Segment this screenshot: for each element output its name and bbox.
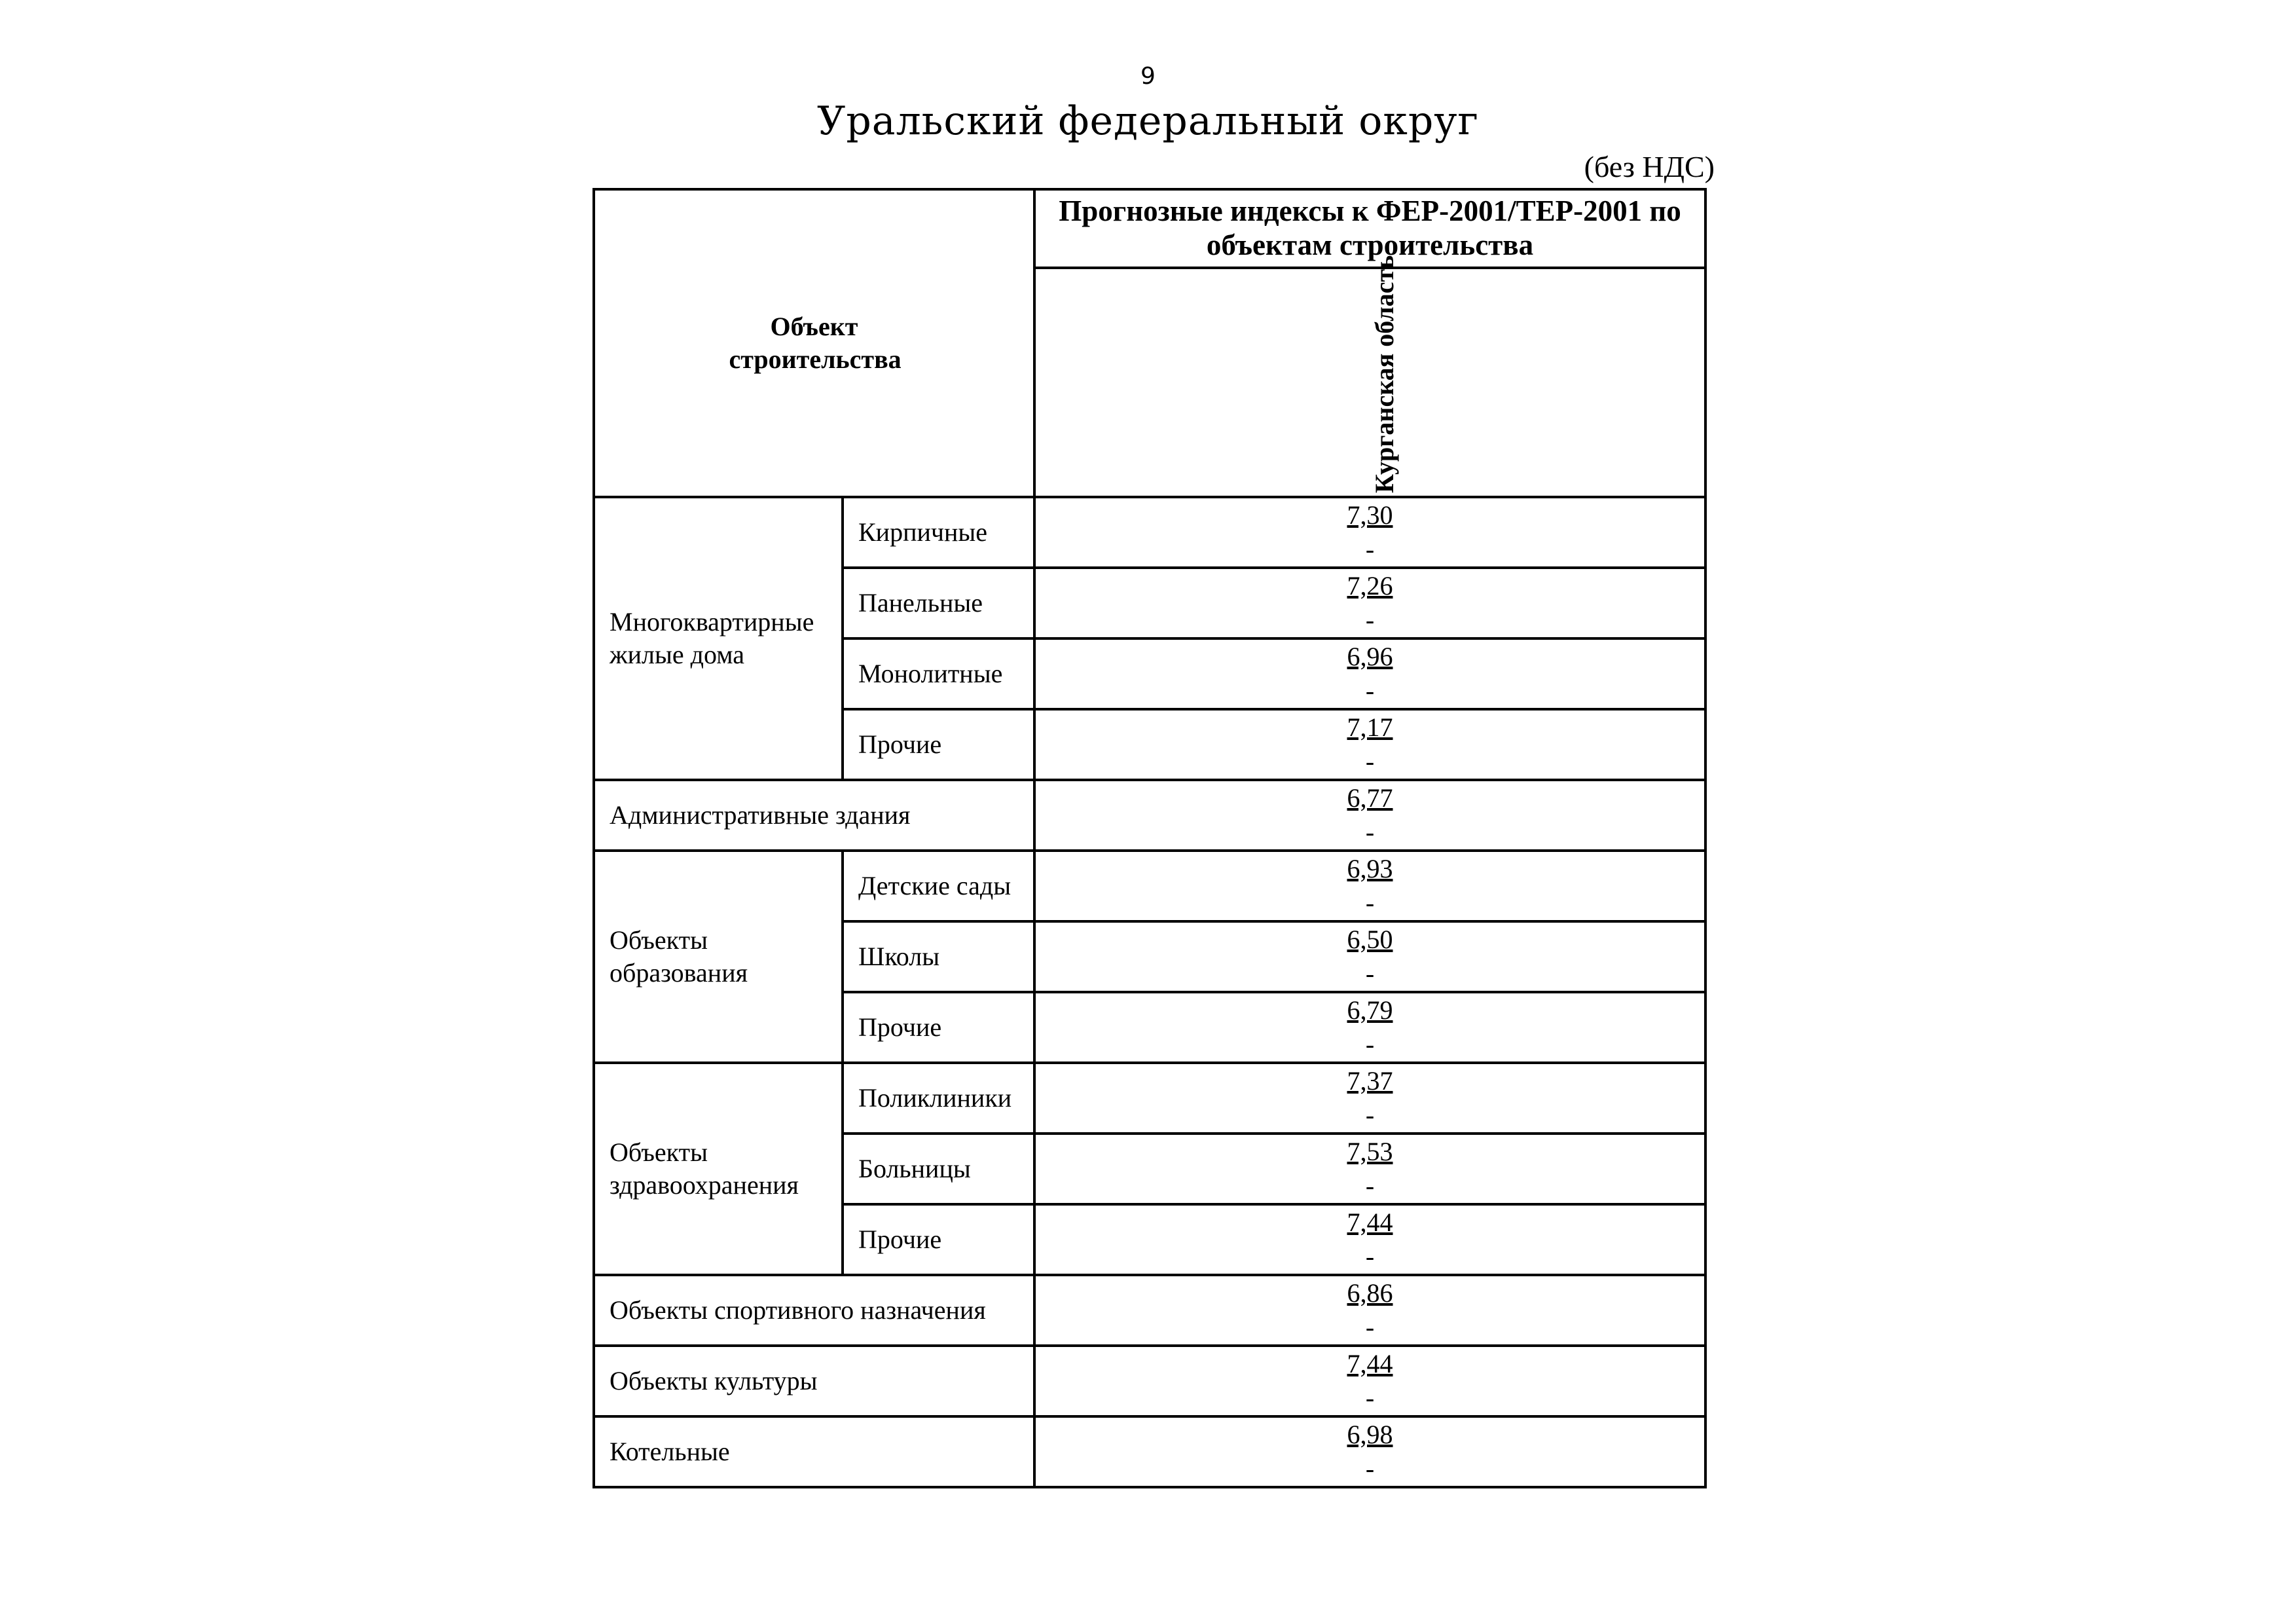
row-label-boilers: Котельные xyxy=(594,1416,1034,1487)
value-cell xyxy=(1034,1275,1705,1346)
value-cell xyxy=(1034,851,1705,921)
secondary-value: - xyxy=(1365,1383,1375,1412)
table-row xyxy=(594,851,1705,921)
secondary-value: - xyxy=(1365,676,1375,705)
row-label-administrative: Административные здания xyxy=(594,780,1034,851)
row-type: Прочие xyxy=(843,709,1034,780)
value-cell xyxy=(1034,497,1705,568)
index-value: 7,44 xyxy=(1347,1208,1393,1237)
table-row xyxy=(594,1346,1705,1416)
index-value: 6,96 xyxy=(1347,642,1393,671)
table-row xyxy=(594,1416,1705,1487)
row-label-culture: Объекты культуры xyxy=(594,1346,1034,1416)
secondary-value: - xyxy=(1365,817,1375,847)
index-value: 6,98 xyxy=(1347,1420,1393,1449)
row-type: Детские сады xyxy=(843,851,1034,921)
secondary-value: - xyxy=(1365,888,1375,917)
value-cell xyxy=(1034,1204,1705,1275)
page-number: 9 xyxy=(1140,63,1156,90)
value-cell xyxy=(1034,1134,1705,1204)
row-type: Прочие xyxy=(843,992,1034,1063)
value-cell xyxy=(1034,568,1705,638)
value-cell xyxy=(1034,1416,1705,1487)
secondary-value: - xyxy=(1365,1171,1375,1200)
row-type: Больницы xyxy=(843,1134,1034,1204)
secondary-value: - xyxy=(1365,1100,1375,1130)
header-object-text: Объект строительства xyxy=(729,312,902,374)
row-type: Монолитные xyxy=(843,638,1034,709)
secondary-value: - xyxy=(1365,959,1375,988)
index-value: 7,26 xyxy=(1347,571,1393,600)
group-label-residential: Многоквартирные жилые дома xyxy=(594,497,843,780)
index-value: 7,30 xyxy=(1347,500,1393,530)
index-value: 6,93 xyxy=(1347,854,1393,883)
row-label-sports: Объекты спортивного назначения xyxy=(594,1275,1034,1346)
value-cell xyxy=(1034,992,1705,1063)
secondary-value: - xyxy=(1365,1312,1375,1342)
table-row xyxy=(594,497,1705,568)
row-type: Панельные xyxy=(843,568,1034,638)
table-row xyxy=(594,1275,1705,1346)
table-row xyxy=(594,780,1705,851)
index-value: 7,53 xyxy=(1347,1137,1393,1166)
value-cell xyxy=(1034,1063,1705,1134)
header-forecast: Прогнозные индексы к ФЕР-2001/ТЕР-2001 по объектам строительства xyxy=(1034,189,1705,268)
group-label-healthcare: Объекты здравоохранения xyxy=(594,1063,843,1275)
group-label-education: Объекты образования xyxy=(594,851,843,1063)
page-title: Уральский федеральный округ xyxy=(817,98,1479,144)
secondary-value: - xyxy=(1365,605,1375,635)
index-value: 6,77 xyxy=(1347,783,1393,813)
value-cell xyxy=(1034,780,1705,851)
row-type: Поликлиники xyxy=(843,1063,1034,1134)
header-row xyxy=(594,189,1705,268)
table-row xyxy=(594,1063,1705,1134)
index-value: 6,50 xyxy=(1347,925,1393,954)
value-cell xyxy=(1034,638,1705,709)
index-value: 7,37 xyxy=(1347,1066,1393,1096)
vat-note: (без НДС) xyxy=(1584,150,1715,183)
row-type: Кирпичные xyxy=(843,497,1034,568)
index-table xyxy=(592,188,1707,1488)
secondary-value: - xyxy=(1365,534,1375,564)
region-label: Курганская область xyxy=(1370,255,1399,493)
secondary-value: - xyxy=(1365,747,1375,776)
secondary-value: - xyxy=(1365,1242,1375,1271)
row-type: Школы xyxy=(843,921,1034,992)
row-type: Прочие xyxy=(843,1204,1034,1275)
index-value: 7,44 xyxy=(1347,1349,1393,1378)
value-cell xyxy=(1034,921,1705,992)
secondary-value: - xyxy=(1365,1454,1375,1483)
secondary-value: - xyxy=(1365,1029,1375,1059)
index-value: 6,86 xyxy=(1347,1278,1393,1308)
index-value: 6,79 xyxy=(1347,995,1393,1025)
index-value: 7,17 xyxy=(1347,712,1393,742)
value-cell xyxy=(1034,709,1705,780)
value-cell xyxy=(1034,1346,1705,1416)
header-object xyxy=(594,189,1034,497)
header-region-cell xyxy=(1034,255,1705,497)
